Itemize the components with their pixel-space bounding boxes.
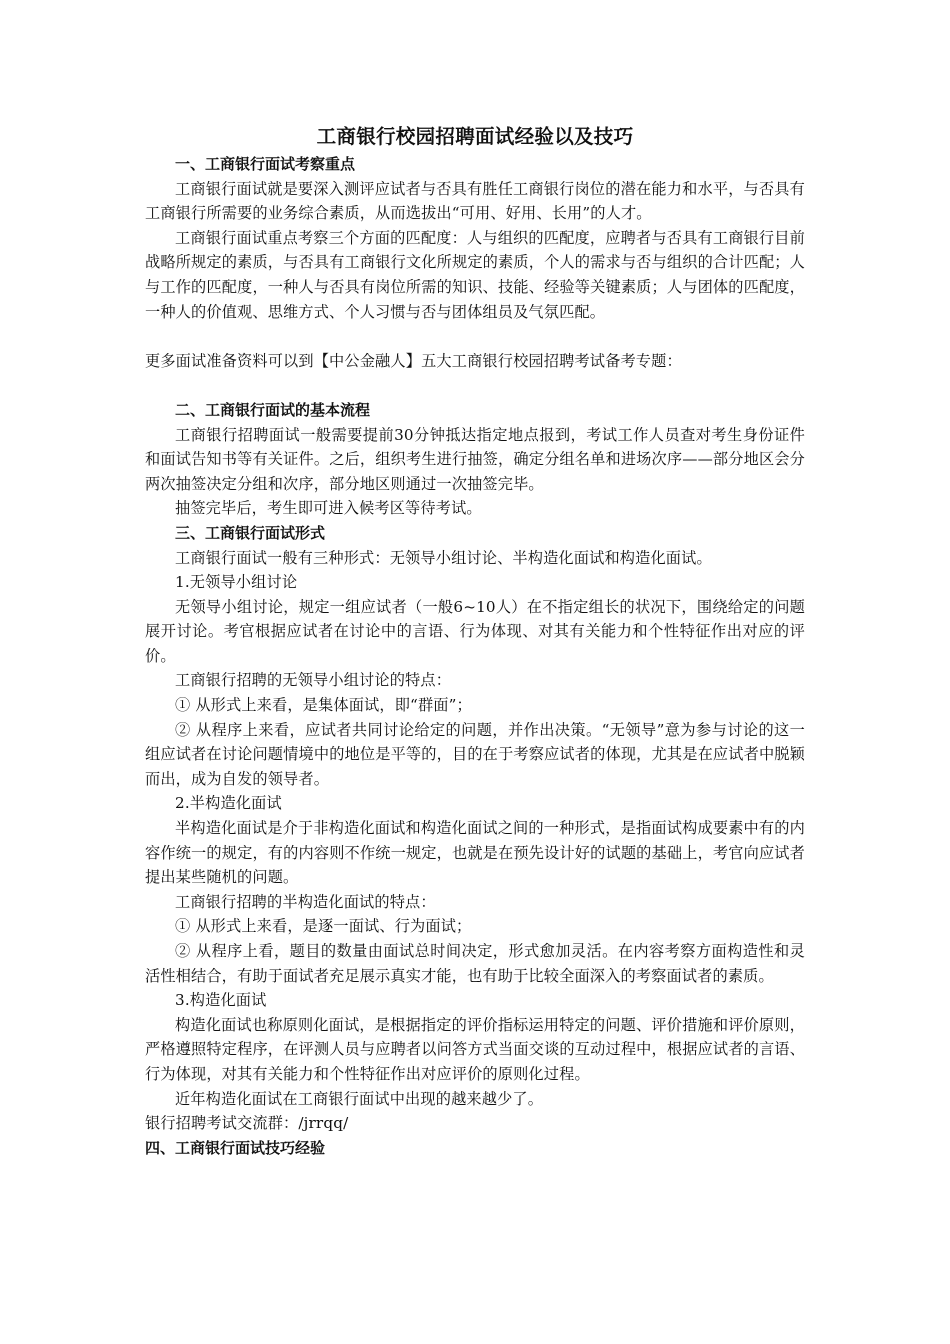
subheading-2: 2.半构造化面试 xyxy=(175,794,282,813)
exchange-group-line: 银行招聘考试交流群：/jrrqq/ xyxy=(145,1114,349,1133)
paragraph: 无领导小组讨论，规定一组应试者（一般6~10人）在不指定组长的状况下，围绕给定的问题展开讨论。考官根据应试者在讨论中的言语、行为体现、对其有关能力和个性特征作出对应的评价。 xyxy=(145,597,805,665)
document-title: 工商银行校园招聘面试经验以及技巧 xyxy=(316,125,634,148)
paragraph: 工商银行招聘面试一般需要提前30分钟抵达指定地点报到，考试工作人员查对考生身份证件和面试告知书等有关证件。之后，组织考生进行抽签，确定分组名单和进场次序——部分地区会分两次抽签决定分组和次序，部分地区则通过一次抽签完毕。 xyxy=(145,425,805,493)
section-heading-4: 四、工商银行面试技巧经验 xyxy=(145,1138,326,1157)
more-info-paragraph: 更多面试准备资料可以到【中公金融人】五大工商银行校园招聘考试备考专题： xyxy=(145,351,682,370)
list-item: ① 从形式上来看，是逐一面试、行为面试； xyxy=(175,917,472,936)
subheading-3: 3.构造化面试 xyxy=(175,991,267,1010)
paragraph: 工商银行面试就是要深入测评应试者与否具有胜任工商银行岗位的潜在能力和水平，与否具有工商银行所需要的业务综合素质，从而选拔出“可用、好用、长用”的人才。 xyxy=(145,179,805,223)
document-body xyxy=(145,122,805,1160)
paragraph: 构造化面试也称原则化面试，是根据指定的评价指标运用特定的问题、评价措施和评价原则，严格遵照特定程序，在评测人员与应聘者以问答方式当面交谈的互动过程中，根据应试者的言语、行为体现，对其有关能力和个性特征作出对应评价的原则化过程。 xyxy=(145,1015,805,1083)
blank-line xyxy=(145,373,805,398)
paragraph: 工商银行面试重点考察三个方面的匹配度：人与组织的匹配度，应聘者与否具有工商银行目前战略所规定的素质，与否具有工商银行文化所规定的素质，个人的需求与否与组织的合计匹配；人与工作的匹配度，一种人与否具有岗位所需的知识、技能、经验等关键素质；人与团体的匹配度，一种人的价值观、思维方式、个人习惯与否与团体组员及气氛匹配。 xyxy=(145,228,805,321)
list-item: ① 从形式上来看，是集体面试，即“群面”； xyxy=(175,696,472,715)
list-item: ② 从程序上来看，应试者共同讨论给定的问题，并作出决策。“无领导”意为参与讨论的这一组应试者在讨论问题情境中的地位是平等的，目的在于考察应试者的体现，尤其是在应试者中脱颖而出，成为自发的领导者。 xyxy=(145,720,805,788)
section-heading-2: 二、工商银行面试的基本流程 xyxy=(175,400,371,419)
section-heading-3: 三、工商银行面试形式 xyxy=(175,523,326,542)
paragraph: 工商银行招聘的半构造化面试的特点： xyxy=(175,892,436,911)
section-heading-1: 一、工商银行面试考察重点 xyxy=(175,155,356,173)
paragraph: 半构造化面试是介于非构造化面试和构造化面试之间的一种形式，是指面试构成要素中有的内容作统一的规定，有的内容则不作统一规定，也就是在预先设计好的试题的基础上，考官向应试者提出某些随机的问题。 xyxy=(145,819,805,887)
paragraph: 工商银行面试一般有三种形式：无领导小组讨论、半构造化面试和构造化面试。 xyxy=(175,548,712,567)
paragraph: 工商银行招聘的无领导小组讨论的特点： xyxy=(175,671,452,690)
list-item: ② 从程序上看，题目的数量由面试总时间决定，形式愈加灵活。在内容考察方面构造性和灵活性相结合，有助于面试者充足展示真实才能，也有助于比较全面深入的考察面试者的素质。 xyxy=(145,942,805,985)
paragraph: 近年构造化面试在工商银行面试中出现的越来越少了。 xyxy=(175,1089,544,1108)
blank-line xyxy=(145,324,805,349)
paragraph: 抽签完毕后，考生即可进入候考区等待考试。 xyxy=(175,499,482,518)
subheading-1: 1.无领导小组讨论 xyxy=(175,573,298,592)
